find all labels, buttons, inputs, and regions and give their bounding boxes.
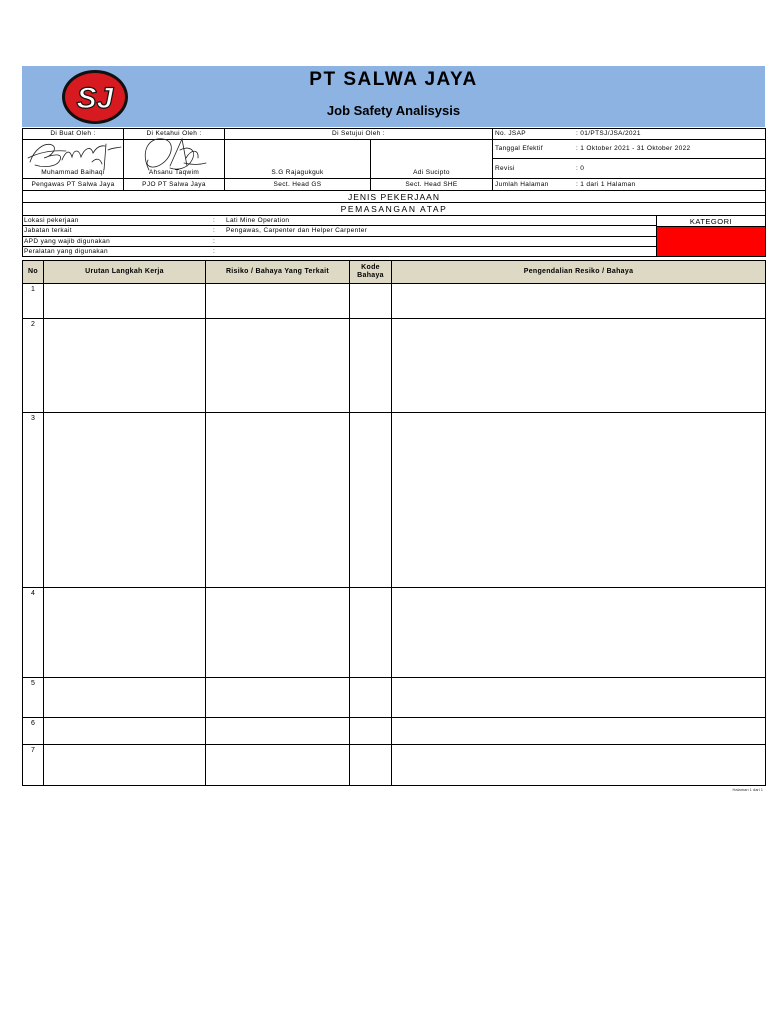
doc-info-value: : 0 — [576, 164, 585, 172]
approver-she-position: Sect. Head SHE — [370, 178, 493, 191]
category-label: KATEGORI — [656, 215, 766, 227]
table-row-hazard-code-cell — [349, 283, 392, 319]
doc-info-label: Revisi — [495, 164, 515, 172]
approved-by-label: Di Setujui Oleh : — [224, 128, 493, 140]
table-row-step-cell — [43, 283, 206, 319]
table-row-control-cell — [391, 412, 766, 588]
table-row-hazard-code-cell — [349, 412, 392, 588]
table-row-no-cell — [22, 318, 44, 413]
approver-gs-name: S.G Rajagukguk — [271, 169, 324, 176]
category-color-swatch — [656, 226, 766, 257]
table-row-no-cell — [22, 717, 44, 745]
table-row-hazard-code-cell — [349, 717, 392, 745]
row-number: 2 — [31, 321, 35, 328]
row-number: 4 — [31, 590, 35, 597]
table-row-control-cell — [391, 677, 766, 718]
table-row-hazard-code-cell — [349, 318, 392, 413]
table-row-step-cell — [43, 744, 206, 786]
table-row-control-cell — [391, 587, 766, 678]
table-row-risk-cell — [205, 283, 350, 319]
detail-row-equipment — [22, 246, 657, 257]
table-row-risk-cell — [205, 318, 350, 413]
table-row-control-cell — [391, 283, 766, 319]
job-name: PEMASANGAN ATAP — [22, 202, 766, 216]
acknowledged-by-position: PJO PT Salwa Jaya — [123, 178, 225, 191]
prepared-by-signature-cell — [22, 139, 124, 179]
col-header-hazard-code: Kode Bahaya — [349, 260, 392, 284]
job-section-title: JENIS PEKERJAAN — [22, 190, 766, 203]
row-number: 6 — [31, 720, 35, 727]
doc-info-label: Jumlah Halaman — [495, 180, 549, 188]
prepared-by-label: Di Buat Oleh : — [22, 128, 124, 140]
table-row-step-cell — [43, 318, 206, 413]
table-row-step-cell — [43, 587, 206, 678]
table-row-no-cell — [22, 412, 44, 588]
doc-info-revision — [492, 158, 766, 179]
detail-separator: : — [213, 216, 216, 224]
row-number: 5 — [31, 680, 35, 687]
company-name: PT SALWA JAYA — [309, 69, 478, 90]
detail-label: Peralatan yang digunakan — [24, 247, 108, 255]
approver-gs-signature-cell — [224, 139, 371, 179]
acknowledged-by-label: Di Ketahui Oleh : — [123, 128, 225, 140]
doc-info-label: No. JSAP — [495, 130, 526, 137]
detail-separator: : — [213, 237, 216, 245]
logo-lettering: SJ — [76, 82, 114, 115]
page-number-footer: Halaman 1 dari 1 — [732, 787, 763, 792]
detail-label: APD yang wajib digunakan — [24, 237, 111, 245]
table-row-risk-cell — [205, 744, 350, 786]
approver-she-name: Adi Sucipto — [413, 169, 450, 176]
detail-value: Lati Mine Operation — [226, 216, 290, 224]
table-row-no-cell — [22, 677, 44, 718]
table-row-risk-cell — [205, 587, 350, 678]
table-row-no-cell — [22, 587, 44, 678]
table-row-no-cell — [22, 744, 44, 786]
table-row-step-cell — [43, 412, 206, 588]
prepared-by-name: Muhammad Baihaqi — [41, 169, 105, 176]
table-row-no-cell — [22, 283, 44, 319]
detail-separator: : — [213, 227, 216, 234]
row-number: 7 — [31, 747, 35, 754]
table-row-step-cell — [43, 717, 206, 745]
document-title: Job Safety Analisysis — [326, 103, 461, 118]
acknowledged-by-signature-cell — [123, 139, 225, 179]
doc-info-value: : 1 Oktober 2021 - 31 Oktober 2022 — [576, 145, 691, 152]
detail-label: Lokasi pekerjaan — [24, 216, 79, 224]
table-row-hazard-code-cell — [349, 587, 392, 678]
table-row-control-cell — [391, 717, 766, 745]
detail-label: Jabatan terkait — [24, 227, 72, 234]
table-row-step-cell — [43, 677, 206, 718]
table-row-hazard-code-cell — [349, 677, 392, 718]
detail-value: Pengawas, Carpenter dan Helper Carpenter — [226, 227, 368, 234]
col-header-no: No — [22, 260, 44, 284]
table-row-risk-cell — [205, 677, 350, 718]
row-number: 1 — [31, 286, 35, 293]
table-row-risk-cell — [205, 412, 350, 588]
table-row-hazard-code-cell — [349, 744, 392, 786]
acknowledged-by-name: Ahsanu Taqwim — [148, 169, 200, 176]
table-row-control-cell — [391, 744, 766, 786]
col-header-work-steps: Urutan Langkah Kerja — [43, 260, 206, 284]
doc-info-label: Tanggal Efektif — [495, 145, 543, 152]
doc-info-value: : 1 dari 1 Halaman — [576, 180, 636, 188]
approver-she-signature-cell — [370, 139, 493, 179]
approver-gs-position: Sect. Head GS — [224, 178, 371, 191]
detail-separator: : — [213, 247, 216, 255]
doc-info-effective-date — [492, 139, 766, 159]
col-header-risk: Risiko / Bahaya Yang Terkait — [205, 260, 350, 284]
doc-info-value: : 01/PTSJ/JSA/2021 — [576, 130, 641, 137]
col-header-control: Pengendalian Resiko / Bahaya — [391, 260, 766, 284]
table-row-risk-cell — [205, 717, 350, 745]
table-row-control-cell — [391, 318, 766, 413]
row-number: 3 — [31, 415, 35, 422]
prepared-by-position: Pengawas PT Salwa Jaya — [22, 178, 124, 191]
